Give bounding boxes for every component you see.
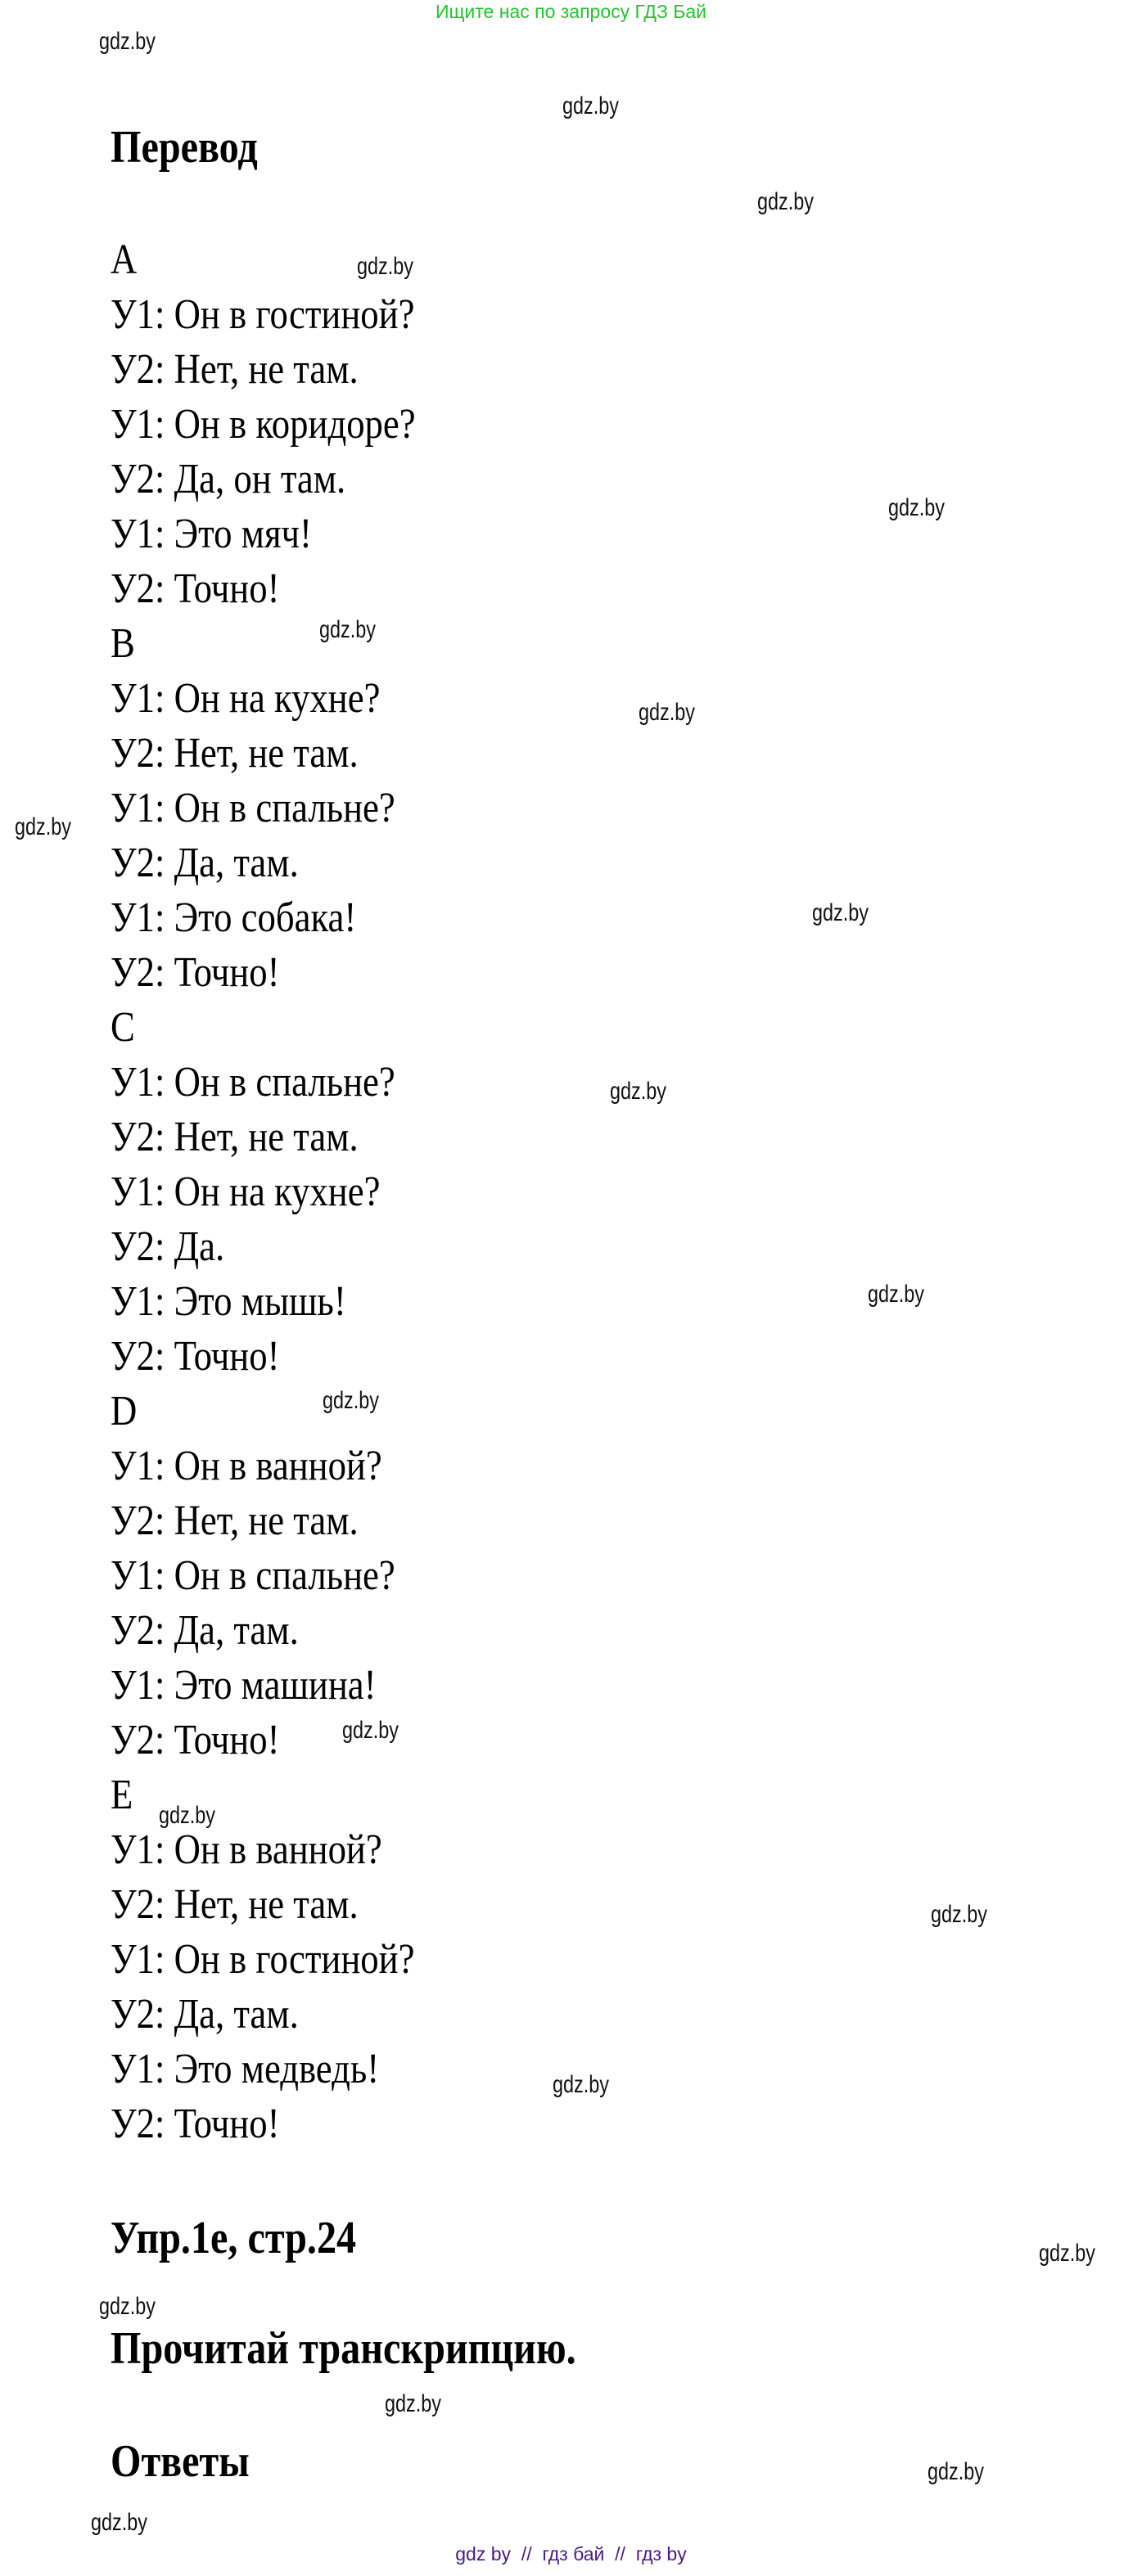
- watermark: gdz.by: [15, 813, 71, 840]
- section-label: B: [111, 620, 135, 667]
- dialogue-line: У1: Это машина!: [111, 1662, 377, 1709]
- dialogue-line: У2: Нет, не там.: [111, 346, 359, 393]
- watermark: gdz.by: [931, 1901, 987, 1928]
- dialogue-line: У1: Он в гостиной?: [111, 1936, 415, 1983]
- watermark: gdz.by: [812, 899, 869, 926]
- section-label: E: [111, 1772, 133, 1818]
- dialogue-line: У2: Точно!: [111, 949, 280, 996]
- watermark: gdz.by: [357, 253, 413, 280]
- watermark: gdz.by: [99, 2293, 156, 2320]
- watermark: gdz.by: [562, 92, 619, 119]
- dialogue-line: У2: Точно!: [111, 1717, 280, 1763]
- dialogue-line: У2: Точно!: [111, 1333, 280, 1380]
- watermark: gdz.by: [888, 494, 945, 521]
- dialogue-line: У1: Это мышь!: [111, 1278, 346, 1325]
- dialogue-line: У2: Нет, не там.: [111, 730, 359, 777]
- dialogue-line: У1: Это мяч!: [111, 511, 312, 557]
- watermark: gdz.by: [610, 1078, 666, 1105]
- footer-links[interactable]: gdz by // гдз бай // гдз by: [455, 2543, 687, 2565]
- watermark: gdz.by: [639, 699, 695, 726]
- heading-translation: Перевод: [111, 122, 258, 173]
- dialogue-line: У1: Он в коридоре?: [111, 401, 416, 448]
- watermark: gdz.by: [91, 2509, 147, 2536]
- watermark: gdz.by: [323, 1387, 379, 1414]
- watermark: gdz.by: [868, 1281, 924, 1308]
- watermark: gdz.by: [757, 188, 814, 215]
- dialogue-line: У2: Да, он там.: [111, 456, 346, 502]
- watermark: gdz.by: [99, 28, 156, 55]
- watermark: gdz.by: [1039, 2240, 1095, 2267]
- section-a: [111, 232, 465, 616]
- dialogue-line: У1: Это медведь!: [111, 2046, 380, 2092]
- dialogue-line: У2: Точно!: [111, 565, 280, 612]
- watermark: gdz.by: [928, 2458, 984, 2485]
- search-banner[interactable]: Ищите нас по запросу ГДЗ Бай: [435, 1, 707, 22]
- dialogue-line: У1: Он в спальне?: [111, 1059, 395, 1106]
- dialogue-line: У2: Нет, не там.: [111, 1114, 359, 1160]
- dialogue-line: У1: Он в ванной?: [111, 1826, 382, 1873]
- dialogue-line: У1: Это собака!: [111, 894, 357, 941]
- dialogue-line: У2: Да, там.: [111, 1991, 299, 2038]
- watermark: gdz.by: [385, 2390, 441, 2417]
- dialogue-line: У1: Он в спальне?: [111, 785, 395, 831]
- dialogue-line: У2: Да, там.: [111, 1607, 299, 1654]
- dialogue-line: У1: Он на кухне?: [111, 675, 381, 722]
- dialogue-line: У2: Да.: [111, 1223, 225, 1270]
- dialogue-line: У1: Он в спальне?: [111, 1552, 395, 1599]
- section-b: [111, 616, 465, 1000]
- exercise-title: Упр.1е, стр.24: [111, 2213, 357, 2263]
- dialogue-line: У1: Он в ванной?: [111, 1443, 382, 1489]
- dialogue-line: У1: Он на кухне?: [111, 1169, 381, 1215]
- section-label: C: [111, 1004, 135, 1051]
- watermark: gdz.by: [553, 2071, 609, 2098]
- answers-heading: Ответы: [111, 2436, 250, 2487]
- dialogue-line: У2: Нет, не там.: [111, 1881, 359, 1928]
- dialogue-container: [111, 232, 465, 2151]
- section-c: [111, 1000, 465, 1384]
- dialogue-line: У1: Он в гостиной?: [111, 291, 415, 338]
- section-d: [111, 1384, 465, 1768]
- section-label: D: [111, 1388, 138, 1434]
- dialogue-line: У2: Да, там.: [111, 840, 299, 886]
- dialogue-line: У2: Точно!: [111, 2101, 280, 2147]
- exercise-instruction: Прочитай транскрипцию.: [111, 2323, 576, 2374]
- dialogue-line: У2: Нет, не там.: [111, 1497, 359, 1544]
- watermark: gdz.by: [319, 616, 376, 643]
- watermark: gdz.by: [342, 1717, 399, 1744]
- watermark: gdz.by: [159, 1802, 215, 1829]
- section-label: A: [111, 236, 138, 283]
